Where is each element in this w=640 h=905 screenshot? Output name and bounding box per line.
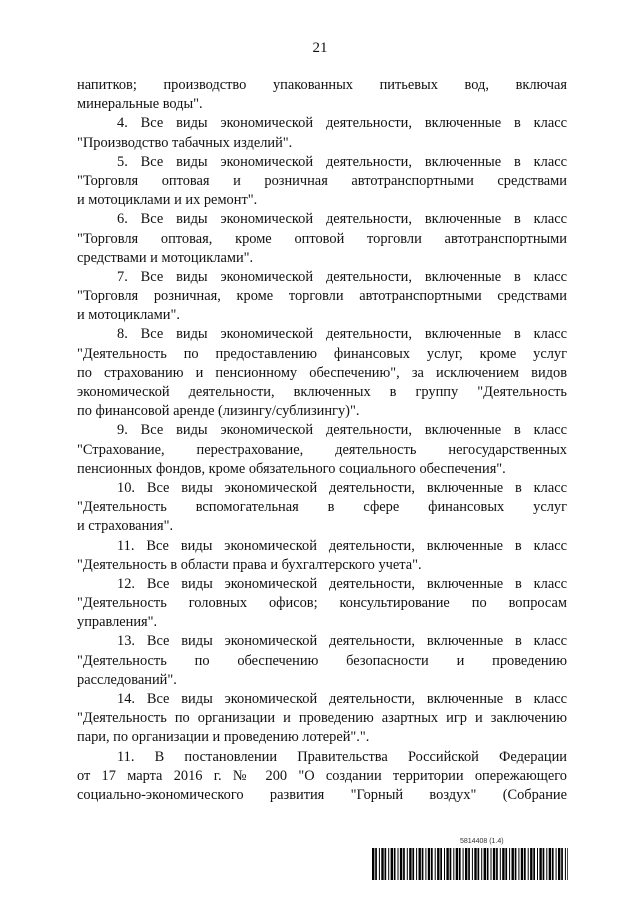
text-line: "Деятельность вспомогательная в сфере финансовых услуг (77, 499, 567, 516)
text-line: по финансовой аренде (лизингу/сублизингу)". (77, 403, 360, 420)
text-line: расследований". (77, 671, 177, 688)
text-line: 7. Все виды экономической деятельности, включенные в класс (117, 268, 567, 285)
text-line: "Деятельность в области права и бухгалтерского учета". (77, 556, 422, 573)
text-line: 14. Все виды экономической деятельности, включенные в класс (117, 691, 567, 707)
text-line: "Деятельность по предоставлению финансовых услуг, кроме услуг (77, 345, 567, 362)
text-line: экономической деятельности, включенных в группу "Деятельность (77, 384, 567, 400)
text-line: 8. Все виды экономической деятельности, включенные в класс (117, 326, 567, 343)
text-line: 10. Все виды экономической деятельности, включенные в класс (117, 479, 567, 496)
page-number: 21 (312, 40, 328, 56)
text-line: и мотоциклами". (77, 307, 180, 324)
text-line: пари, по организации и проведению лотерей".". (77, 729, 370, 746)
text-line: "Производство табачных изделий". (77, 134, 293, 151)
text-line: напитков; производство упакованных питьевых вод, включая (77, 77, 567, 93)
text-line: "Торговля розничная, кроме торговли автотранспортными средствами (77, 288, 567, 305)
document-body (77, 76, 567, 805)
text-line: "Торговля оптовая, кроме оптовой торговли автотранспортными (77, 230, 567, 247)
text-line: 4. Все виды экономической деятельности, включенные в класс (117, 115, 567, 132)
text-line: "Страхование, перестрахование, деятельность негосударственных (77, 441, 567, 458)
text-line: 11. Все виды экономической деятельности, включенные в класс (117, 537, 567, 554)
text-line: социально-экономического развития "Горный воздух" (Собрание (77, 786, 567, 803)
text-line: 11. В постановлении Правительства Российской Федерации (117, 748, 567, 765)
text-line: 13. Все виды экономической деятельности, включенные в класс (117, 633, 567, 650)
text-line: "Деятельность по обеспечению безопасности и проведению (77, 652, 567, 669)
text-line: управления". (77, 614, 158, 631)
text-line: 9. Все виды экономической деятельности, включенные в класс (117, 422, 567, 439)
text-line: 5. Все виды экономической деятельности, включенные в класс (117, 153, 567, 170)
text-line: и мотоциклами и их ремонт". (77, 192, 258, 209)
text-line: "Деятельность по организации и проведению азартных игр и заключению (77, 710, 567, 727)
text-line: средствами и мотоциклами". (77, 249, 254, 266)
text-line: от 17 марта 2016 г. № 200 "О создании территории опережающего (77, 767, 567, 784)
text-line: минеральные воды". (77, 96, 203, 113)
text-line: пенсионных фондов, кроме обязательного социального обеспечения". (77, 460, 506, 477)
document-code: 5814408 (1.4) (460, 838, 504, 845)
text-line: и страхования". (77, 518, 174, 535)
text-line: "Деятельность головных офисов; консультирование по вопросам (77, 595, 567, 612)
text-line: 6. Все виды экономической деятельности, включенные в класс (117, 211, 567, 228)
text-line: "Торговля оптовая и розничная автотранспортными средствами (77, 172, 567, 189)
text-line: 12. Все виды экономической деятельности, включенные в класс (117, 575, 567, 592)
barcode-image (372, 848, 568, 880)
text-line: по страхованию и пенсионному обеспечению", за исключением видов (77, 364, 567, 381)
